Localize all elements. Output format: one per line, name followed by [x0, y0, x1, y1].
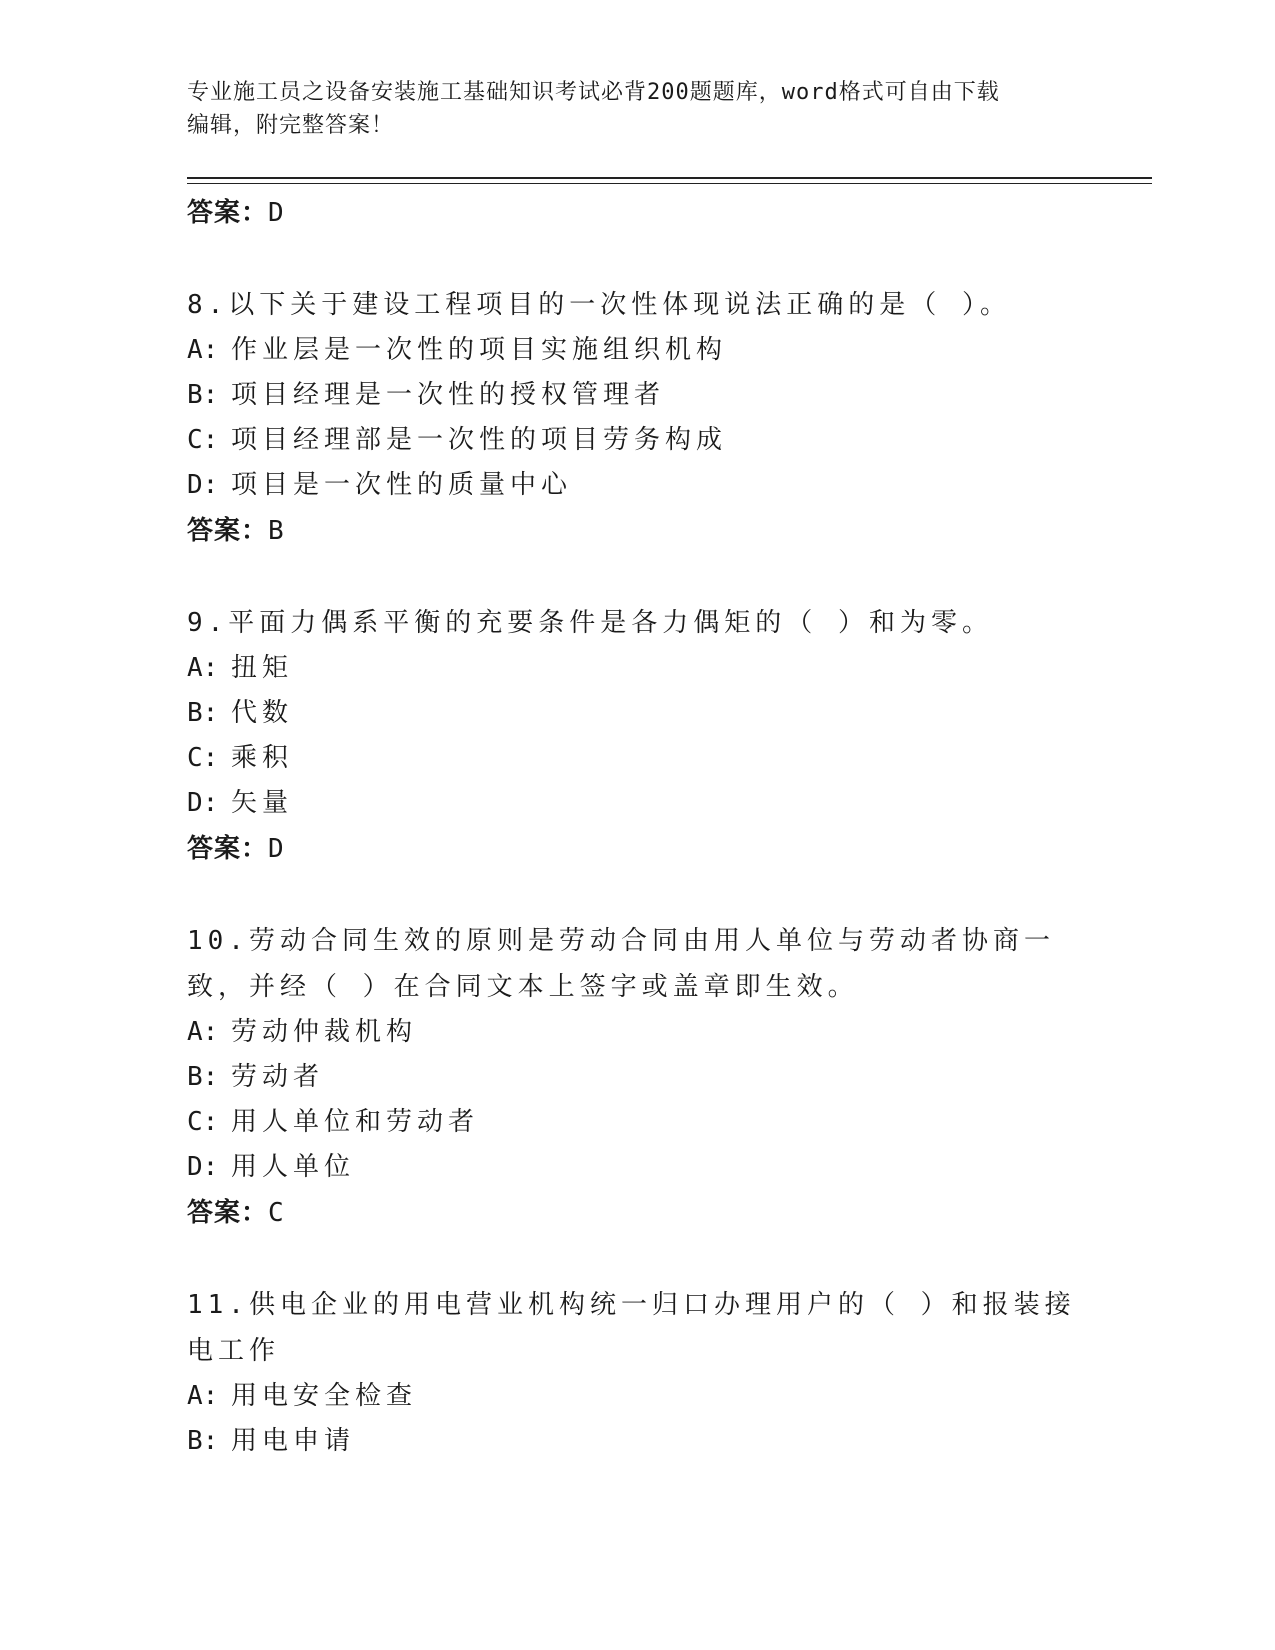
option-c — [187, 418, 1087, 463]
document-body — [187, 190, 1087, 1464]
option-text: 项目经理部是一次性的项目劳务构成 — [231, 425, 728, 455]
option-letter: A: — [187, 1381, 219, 1411]
option-letter: D: — [187, 470, 219, 500]
answer-line — [187, 1190, 1087, 1236]
option-letter: A: — [187, 335, 219, 365]
answer-line — [187, 826, 1087, 872]
option-a — [187, 328, 1087, 373]
answer-value: D — [268, 834, 285, 864]
option-d — [187, 463, 1087, 508]
question-stem: 9.平面力偶系平衡的充要条件是各力偶矩的（ ）和为零。 — [187, 608, 993, 638]
option-letter: B: — [187, 1426, 219, 1456]
option-text: 用人单位和劳动者 — [231, 1107, 480, 1137]
option-letter: C: — [187, 1107, 219, 1137]
option-b — [187, 1055, 1087, 1100]
option-letter: A: — [187, 1017, 219, 1047]
option-text: 乘积 — [231, 743, 294, 773]
question-block — [187, 1282, 1087, 1464]
option-text: 用人单位 — [231, 1152, 356, 1182]
option-a — [187, 1374, 1087, 1419]
answer-label: 答案： — [187, 834, 269, 864]
option-d — [187, 781, 1087, 826]
option-text: 用电安全检查 — [231, 1381, 418, 1411]
option-letter: D: — [187, 1152, 219, 1182]
header-title-line-2: 编辑，附完整答案！ — [187, 113, 395, 138]
option-text: 扭矩 — [231, 653, 294, 683]
header-rule-thin — [187, 183, 1152, 184]
option-letter: B: — [187, 1062, 219, 1092]
question-block — [187, 918, 1087, 1236]
answer-value: C — [268, 1198, 285, 1228]
option-text: 作业层是一次性的项目实施组织机构 — [231, 335, 728, 365]
answer-line — [187, 190, 1087, 236]
option-letter: B: — [187, 698, 219, 728]
header-rule-thick — [187, 177, 1152, 179]
question-block — [187, 600, 1087, 872]
option-letter: C: — [187, 743, 219, 773]
option-text: 项目是一次性的质量中心 — [231, 470, 573, 500]
question-stem: 10.劳动合同生效的原则是劳动合同由用人单位与劳动者协商一致，并经（ ）在合同文本上签字或盖章即生效。 — [187, 926, 1055, 1002]
option-d — [187, 1145, 1087, 1190]
header-title-line-1: 专业施工员之设备安装施工基础知识考试必背200题题库，word格式可自由下载 — [187, 80, 1000, 105]
option-a — [187, 1010, 1087, 1055]
option-text: 代数 — [231, 698, 294, 728]
option-letter: C: — [187, 425, 219, 455]
option-letter: B: — [187, 380, 219, 410]
answer-line — [187, 508, 1087, 554]
option-b — [187, 373, 1087, 418]
answer-label: 答案： — [187, 516, 269, 546]
option-b — [187, 1419, 1087, 1464]
question-block — [187, 282, 1087, 554]
option-text: 用电申请 — [231, 1426, 356, 1456]
question-stem: 11.供电企业的用电营业机构统一归口办理用户的（ ）和报装接电工作 — [187, 1290, 1076, 1366]
option-b — [187, 691, 1087, 736]
answer-value: B — [268, 516, 285, 546]
option-c — [187, 1100, 1087, 1145]
option-letter: D: — [187, 788, 219, 818]
option-text: 劳动仲裁机构 — [231, 1017, 418, 1047]
option-c — [187, 736, 1087, 781]
answer-value: D — [268, 198, 285, 228]
option-text: 劳动者 — [231, 1062, 325, 1092]
option-a — [187, 646, 1087, 691]
answer-label: 答案： — [187, 198, 269, 228]
option-text: 项目经理是一次性的授权管理者 — [231, 380, 666, 410]
option-text: 矢量 — [231, 788, 294, 818]
document-header — [187, 76, 1087, 142]
answer-label: 答案： — [187, 1198, 269, 1228]
question-stem: 8.以下关于建设工程项目的一次性体现说法正确的是（ ）。 — [187, 290, 1011, 320]
option-letter: A: — [187, 653, 219, 683]
